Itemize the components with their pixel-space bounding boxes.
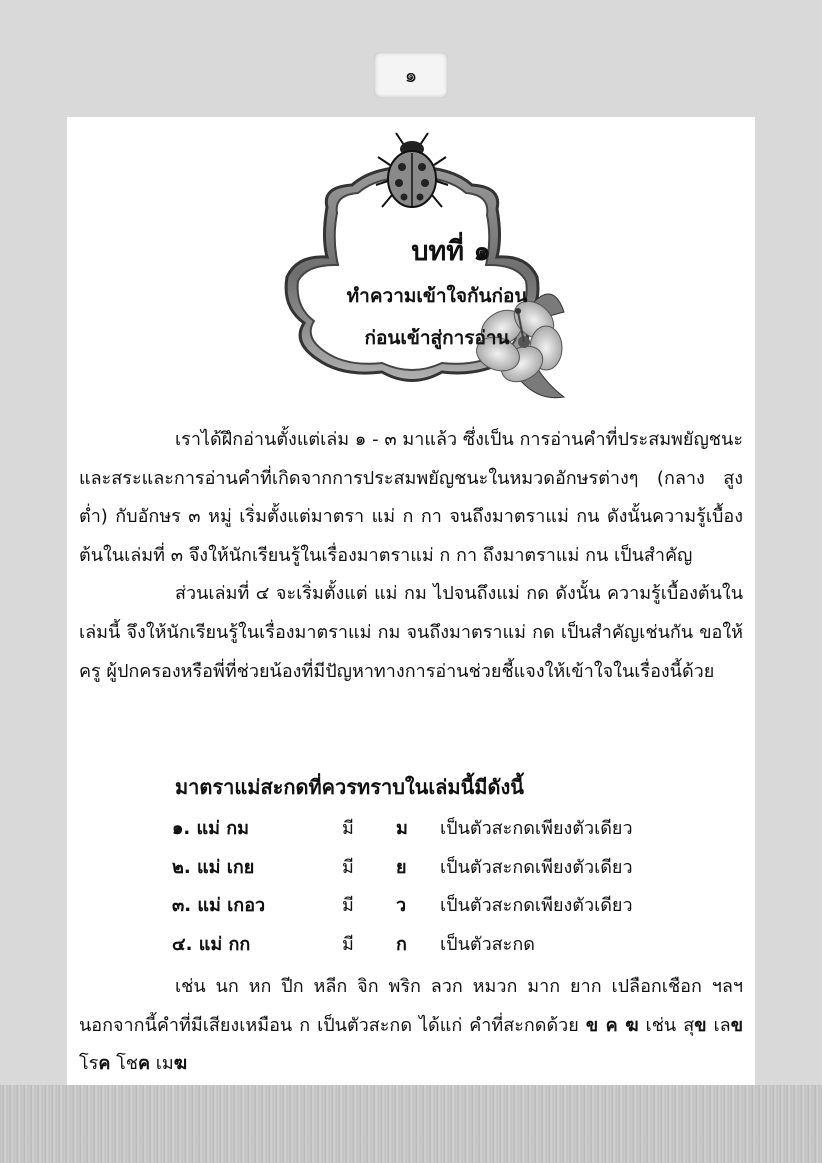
final-text-3: เล [706, 1014, 731, 1036]
list-item-has: มี [342, 895, 354, 916]
list-item-name: ๔. แม่ กก [172, 933, 251, 955]
list-item-name: ๒. แม่ เกย [172, 856, 255, 878]
page-sheet [67, 117, 755, 1085]
final-text-1: เช่น นก หก ปีก หลีก จิก พริก ลวก หมวก มาก ยาก เปลือกเชือก ฯลฯ นอกจากนี้คำที่มีเสียงเหมือน ก เป็นตัวสะกด ได้แก่ คำที่สะกดด้วย [79, 976, 743, 1036]
list-item [172, 813, 732, 852]
final-bold-w2: ข [730, 1014, 744, 1036]
list-item-letter: ก [396, 933, 407, 955]
list-item-desc: เป็นตัวสะกด [440, 933, 535, 955]
list-item [172, 890, 732, 929]
final-paragraph [79, 968, 743, 1084]
final-text-2: เช่น สุ [638, 1014, 695, 1036]
chapter-title: บทที่ ๑ [411, 236, 491, 267]
list-item-letter: ย [396, 856, 407, 878]
list-item [172, 929, 732, 968]
final-bold-w4: ค [138, 1053, 151, 1075]
spelling-list-title: มาตราแม่สะกดที่ควรทราบในเล่มนี้มีดังนี้ [175, 775, 524, 799]
final-bold-w3: ค [98, 1053, 111, 1075]
list-item-name: ๓. แม่ เกอว [172, 895, 266, 916]
list-item-has: มี [342, 856, 354, 878]
final-text-4: โร [79, 1053, 99, 1075]
list-item-has: มี [342, 818, 354, 839]
final-bold-w1: ข [694, 1014, 707, 1036]
intro-paragraphs [79, 421, 743, 691]
list-item-name: ๑. แม่ กม [172, 818, 250, 839]
list-item-letter: ว [396, 895, 407, 916]
list-item-has: มี [342, 933, 354, 955]
list-item-desc: เป็นตัวสะกดเพียงตัวเดียว [440, 895, 633, 916]
grass-footer-decoration [0, 1085, 822, 1163]
final-bold-letters: ข ค ฆ [585, 1014, 639, 1036]
paragraph-2: ส่วนเล่มที่ ๔ จะเริ่มตั้งแต่ แม่ กม ไปจนถึงแม่ กด ดังนั้น ความรู้เบื้องต้นในเล่มนี้ จึงให้นักเรียนรู้ในเรื่องมาตราแม่ กม จนถึงมาตราแม่ กด เป็นสำคัญเช่นกัน ขอให้ครู ผู้ปกครองหรือพี่ที่ช่วยน้องที่มีปัญหาทางการอ่านช่วยชี้แจงให้เข้าใจในเรื่องนี้ด้วย [79, 583, 743, 682]
final-bold-w5: ฆ [173, 1053, 188, 1075]
chapter-subtitle-1: ทำความเข้าใจกันก่อน [346, 285, 528, 307]
final-text-6: เม [150, 1053, 174, 1075]
list-item-letter: ม [396, 818, 408, 839]
list-item [172, 852, 732, 891]
list-item-desc: เป็นตัวสะกดเพียงตัวเดียว [440, 818, 633, 839]
final-text-5: โช [110, 1053, 138, 1075]
chapter-subtitle-2: ก่อนเข้าสู่การอ่าน [364, 327, 510, 349]
paragraph-1: เราได้ฝึกอ่านตั้งแต่เล่ม ๑ - ๓ มาแล้ว ซึ่งเป็น การอ่านคำที่ประสมพยัญชนะและสระและการอ่านคำที่เกิดจากการประสมพยัญชนะในหมวดอักษรต่างๆ (กลาง สูง ต่ำ) กับอักษร ๓ หมู่ เริ่มตั้งแต่มาตรา แม่ ก กา จนถึงมาตราแม่ กน ดังนั้นความรู้เบื้องต้นในเล่มที่ ๓ จึงให้นักเรียนรู้ในเรื่องมาตราแม่ ก กา ถึงมาตราแม่ กน เป็นสำคัญ [79, 429, 743, 566]
page-number-tab [374, 52, 448, 98]
page-number: ๑ [404, 63, 418, 87]
list-item-desc: เป็นตัวสะกดเพียงตัวเดียว [440, 856, 633, 878]
spelling-list [172, 813, 732, 967]
